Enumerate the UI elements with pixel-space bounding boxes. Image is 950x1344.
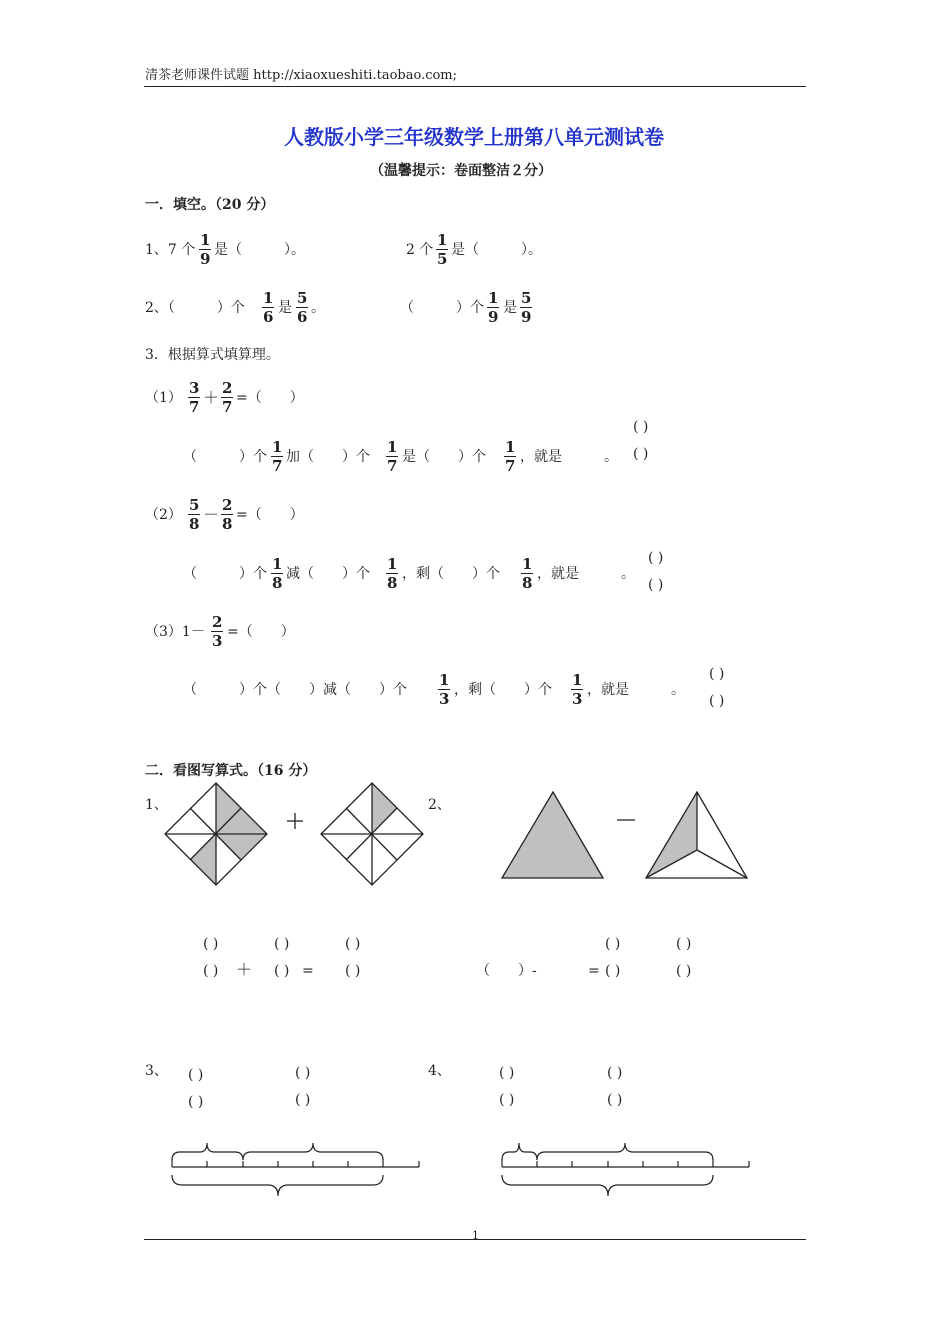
p1-f3-num: 1: [505, 438, 516, 456]
q2a-num2: 5: [297, 289, 308, 307]
q1b-suffix: 是（ ）。: [451, 242, 542, 258]
eq2-paren-d1: ( ): [605, 963, 621, 979]
q2a-num1: 1: [263, 289, 274, 307]
brace-top-small-3: [172, 1143, 243, 1160]
p2-operator: －: [203, 505, 220, 524]
eq2-equals: =: [588, 963, 600, 979]
q2a-den2: 6: [297, 308, 308, 326]
eq1-paren-n3: ( ): [345, 936, 361, 952]
q1a-num: 1: [200, 231, 211, 249]
q4-paren-d1: ( ): [499, 1092, 515, 1108]
eq1-paren-d2: ( ): [274, 963, 290, 979]
eq1-plus: ＋: [236, 960, 253, 979]
p1-label: （1）: [145, 390, 182, 406]
q1-label: 1、: [145, 797, 168, 813]
section2-heading: 二．看图写算式。（16 分）: [145, 763, 317, 779]
p1-paren-top: ( ): [633, 419, 649, 435]
brace-top-large-4: [537, 1143, 713, 1160]
eq1-paren-n2: ( ): [274, 936, 290, 952]
page-header: 清茶老师课件试题 http://xiaoxueshiti.taobao.com;: [145, 68, 458, 83]
p2-label: （2）: [145, 507, 182, 523]
p2-equals: =（ ）: [236, 507, 304, 523]
p3-f2-den: 3: [572, 690, 583, 708]
p1-f1-num: 1: [272, 438, 283, 456]
q2a-den1: 6: [263, 308, 274, 326]
p3-paren-top: ( ): [709, 666, 725, 682]
p1-text2: 加（ ）个: [286, 449, 370, 465]
page-subtitle: （温馨提示：卷面整洁２分）: [370, 163, 552, 179]
p2-f3-num: 1: [522, 555, 533, 573]
p1-paren-bottom: ( ): [633, 446, 649, 462]
plus-sign: [287, 813, 303, 829]
eq1-equals: =: [302, 963, 314, 979]
p3-text3: ，就是 。: [587, 682, 685, 698]
page-number: 1: [472, 1229, 479, 1242]
q3-paren-n1: ( ): [188, 1067, 204, 1083]
section1-heading: 一．填空。（20 分）: [145, 197, 275, 213]
p3-frac-a-num: 2: [212, 613, 223, 631]
p2-frac-a-den: 8: [189, 515, 200, 533]
p2-f2-den: 8: [387, 574, 398, 592]
q1b-num: 1: [437, 231, 448, 249]
p1-frac-a-num: 3: [189, 379, 200, 397]
brace-bottom-3: [172, 1175, 383, 1196]
q1a-prefix: 1、7 个: [145, 242, 196, 258]
eq1-paren-d3: ( ): [345, 963, 361, 979]
p2-text2: 减（ ）个: [286, 566, 370, 582]
q1a-suffix: 是（ ）。: [214, 242, 305, 258]
p1-f2-den: 7: [387, 457, 398, 475]
eq2-paren-n1: ( ): [605, 936, 621, 952]
q4-paren-n2: ( ): [607, 1065, 623, 1081]
p3-equals: =（ ）: [227, 624, 295, 640]
d2-shade-a: [372, 783, 397, 834]
diamond-figure-1: [165, 783, 267, 885]
eq2-blank: （ ）-: [476, 963, 537, 979]
q4-paren-n1: ( ): [499, 1065, 515, 1081]
p2-f1-den: 8: [272, 574, 283, 592]
p3-text2: ，剩（ ）个: [454, 682, 552, 698]
p2-f3-den: 8: [522, 574, 533, 592]
diamond-figure-2: [321, 783, 423, 885]
q2b-prefix: （ ）个: [400, 300, 484, 316]
p1-frac-b-den: 7: [222, 398, 233, 416]
p2-f2-num: 1: [387, 555, 398, 573]
q2a-suffix: 。: [311, 300, 325, 316]
eq1-paren-d1: ( ): [203, 963, 219, 979]
q2b-num1: 1: [488, 289, 499, 307]
p2-frac-b-num: 2: [222, 496, 233, 514]
p1-equals: =（ ）: [236, 390, 304, 406]
p1-text4: ，就是 。: [520, 449, 618, 465]
q2b-den2: 9: [521, 308, 532, 326]
p2-paren-top: ( ): [648, 550, 664, 566]
p2-text3: ，剩（ ）个: [402, 566, 500, 582]
triangle-figure-2: [646, 792, 747, 878]
brace-top-small-4: [502, 1143, 537, 1160]
q2b-num2: 5: [521, 289, 532, 307]
eq1-paren-n1: ( ): [203, 936, 219, 952]
p3-text1: （ ）个（ ）减（ ）个: [183, 682, 407, 698]
eq2-paren-n2: ( ): [676, 936, 692, 952]
d1-shade-c: [216, 834, 267, 860]
q2-label: 2、: [428, 797, 451, 813]
p1-f1-den: 7: [272, 457, 283, 475]
q2b-mid: 是: [503, 300, 517, 316]
triangle-figure-1: [502, 792, 603, 878]
q2b-den1: 9: [488, 308, 499, 326]
brace-bottom-4: [502, 1175, 713, 1196]
p3-frac-a-den: 3: [212, 632, 223, 650]
p2-text4: ，就是 。: [537, 566, 635, 582]
page-title: 人教版小学三年级数学上册第八单元测试卷: [284, 125, 664, 149]
p2-text1: （ ）个: [183, 566, 267, 582]
number-line-4: [502, 1143, 749, 1196]
number-line-3: [172, 1143, 419, 1196]
q3-paren-n2: ( ): [295, 1065, 311, 1081]
p1-text3: 是（ ）个: [402, 449, 486, 465]
p2-f1-num: 1: [272, 555, 283, 573]
p1-operator: ＋: [203, 388, 220, 407]
p1-f2-num: 1: [387, 438, 398, 456]
q4-paren-d2: ( ): [607, 1092, 623, 1108]
q3-label: 3、: [145, 1063, 168, 1079]
footer-rule: [144, 1239, 806, 1240]
brace-top-large-3: [243, 1143, 383, 1160]
q1b-den: 5: [437, 250, 448, 268]
q1b-prefix: 2 个: [406, 242, 434, 258]
q3-instruction: 3．根据算式填算理。: [145, 347, 280, 363]
q4-label: 4、: [428, 1063, 451, 1079]
p2-paren-bottom: ( ): [648, 577, 664, 593]
p3-label: （3）1－: [145, 624, 205, 640]
p1-f3-den: 7: [505, 457, 516, 475]
d1-shade-d: [190, 834, 216, 885]
p3-f2-num: 1: [572, 671, 583, 689]
q3-paren-d2: ( ): [295, 1092, 311, 1108]
p1-frac-b-num: 2: [222, 379, 233, 397]
p1-text1: （ ）个: [183, 449, 267, 465]
p2-frac-b-den: 8: [222, 515, 233, 533]
p3-f1-num: 1: [439, 671, 450, 689]
p1-frac-a-den: 7: [189, 398, 200, 416]
p3-paren-bottom: ( ): [709, 693, 725, 709]
q2a-prefix: 2、（ ）个: [145, 300, 245, 316]
p3-f1-den: 3: [439, 690, 450, 708]
q2a-mid: 是: [278, 300, 292, 316]
p2-frac-a-num: 5: [189, 496, 200, 514]
eq2-paren-d2: ( ): [676, 963, 692, 979]
q3-paren-d1: ( ): [188, 1094, 204, 1110]
q1a-den: 9: [200, 250, 211, 268]
